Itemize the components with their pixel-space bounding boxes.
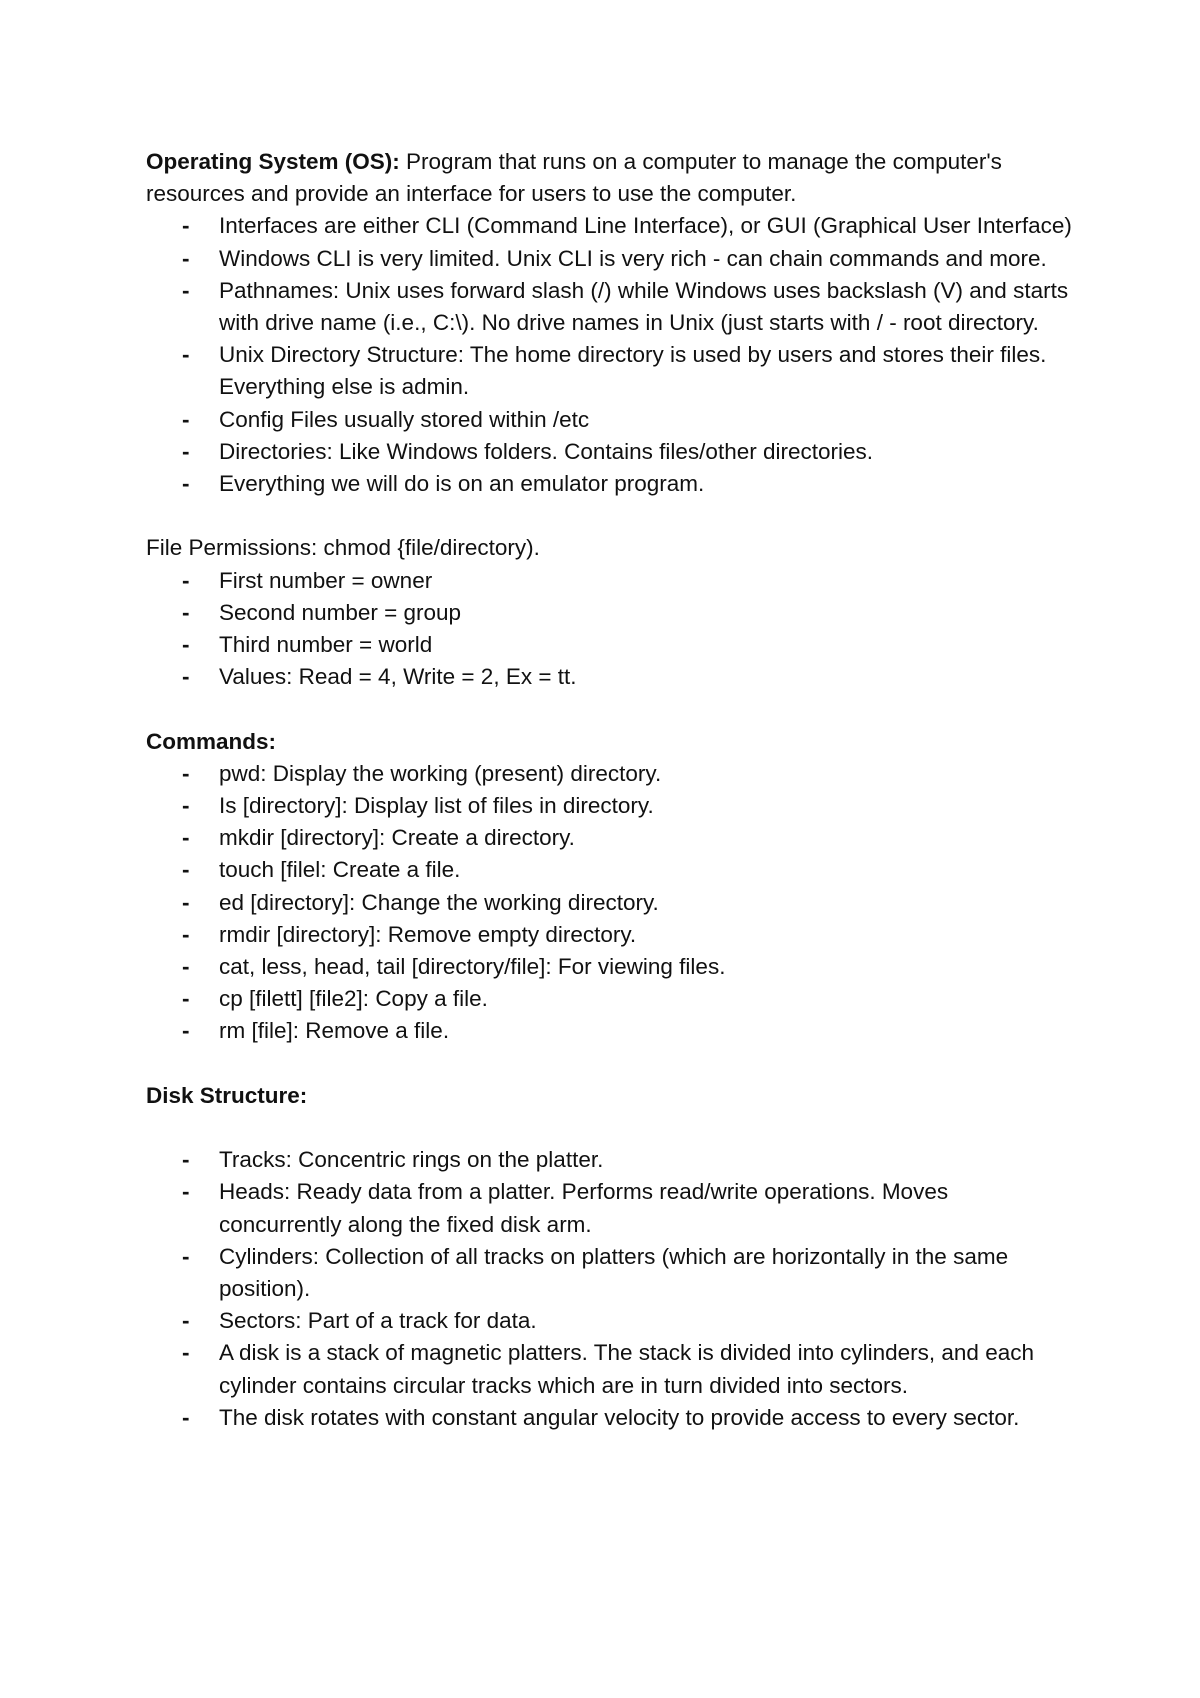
list-item bbox=[146, 1337, 1076, 1401]
list-item-text: mkdir [directory]: Create a directory. bbox=[219, 825, 575, 851]
os-heading: Operating System (OS): bbox=[146, 149, 400, 174]
bullet-dash: - bbox=[182, 921, 190, 947]
list-item-text: A disk is a stack of magnetic platters. The stack is divided into cylinders, and each cylinder contains circular tracks which are in turn divided into sectors. bbox=[219, 1340, 1034, 1398]
list-item bbox=[146, 822, 1076, 854]
bullet-dash: - bbox=[182, 471, 190, 497]
bullet-dash: - bbox=[182, 567, 190, 593]
list-item-text: Interfaces are either CLI (Command Line Interface), or GUI (Graphical User Interface) bbox=[219, 213, 1072, 239]
list-item-text: Config Files usually stored within /etc bbox=[219, 406, 590, 432]
list-item bbox=[146, 1402, 1076, 1434]
bullet-dash: - bbox=[182, 406, 190, 432]
bullet-dash: - bbox=[182, 213, 190, 239]
bullet-dash: - bbox=[182, 760, 190, 786]
list-item bbox=[146, 404, 1076, 436]
list-item bbox=[146, 597, 1076, 629]
list-item bbox=[146, 887, 1076, 919]
list-item-text: Cylinders: Collection of all tracks on platters (which are horizontally in the same position). bbox=[219, 1243, 1009, 1302]
list-item-text: Heads: Ready data from a platter. Performs read/write operations. Moves concurrently along the fixed disk arm. bbox=[219, 1179, 949, 1237]
bullet-dash: - bbox=[182, 986, 190, 1012]
list-item-text: Windows CLI is very limited. Unix CLI is very rich - can chain commands and more. bbox=[219, 245, 1047, 271]
bullet-dash: - bbox=[182, 342, 190, 368]
list-item-text: First number = owner bbox=[219, 567, 433, 593]
bullet-dash: - bbox=[182, 857, 190, 883]
list-item bbox=[146, 565, 1076, 597]
list-item-text: Pathnames: Unix uses forward slash (/) while Windows uses backslash (V) and starts with drive name (i.e., C:\). No drive names in Unix (just starts with / - root directory. bbox=[219, 277, 1069, 336]
bullet-dash: - bbox=[182, 1308, 190, 1334]
os-paragraph bbox=[146, 146, 1076, 210]
disk-heading: Disk Structure: bbox=[146, 1082, 308, 1108]
list-item bbox=[146, 436, 1076, 468]
list-item-text: Values: Read = 4, Write = 2, Ex = tt. bbox=[219, 664, 577, 690]
list-item bbox=[146, 919, 1076, 951]
list-item bbox=[146, 210, 1076, 242]
list-item-text: ed [directory]: Change the working directory. bbox=[219, 889, 659, 915]
bullet-dash: - bbox=[182, 825, 190, 851]
bullet-dash: - bbox=[182, 438, 190, 464]
list-item-text: cp [filett] [file2]: Copy a file. bbox=[219, 986, 488, 1012]
bullet-dash: - bbox=[182, 1404, 190, 1430]
permissions-list bbox=[146, 565, 1076, 694]
bullet-dash: - bbox=[182, 1018, 190, 1044]
bullet-dash: - bbox=[182, 889, 190, 915]
list-item bbox=[146, 951, 1076, 983]
list-item bbox=[146, 468, 1076, 500]
list-item-text: Unix Directory Structure: The home directory is used by users and stores their files. Everything else is admin. bbox=[219, 342, 1047, 400]
bullet-dash: - bbox=[182, 1243, 190, 1269]
list-item bbox=[146, 629, 1076, 661]
list-item-text: Tracks: Concentric rings on the platter. bbox=[219, 1147, 604, 1173]
list-item bbox=[146, 243, 1076, 275]
list-item bbox=[146, 339, 1076, 403]
bullet-dash: - bbox=[182, 599, 190, 625]
list-item-text: Everything we will do is on an emulator program. bbox=[219, 471, 705, 497]
spacer bbox=[146, 500, 1076, 532]
list-item bbox=[146, 1015, 1076, 1047]
list-item bbox=[146, 1305, 1076, 1337]
spacer bbox=[146, 693, 1076, 725]
list-item-text: Sectors: Part of a track for data. bbox=[219, 1308, 537, 1334]
list-item bbox=[146, 854, 1076, 886]
bullet-dash: - bbox=[182, 793, 190, 819]
bullet-dash: - bbox=[182, 1340, 190, 1366]
bullet-dash: - bbox=[182, 632, 190, 658]
list-item-text: rm [file]: Remove a file. bbox=[219, 1018, 450, 1044]
list-item-text: Is [directory]: Display list of files in directory. bbox=[219, 793, 654, 819]
list-item bbox=[146, 758, 1076, 790]
list-item-text: rmdir [directory]: Remove empty directory. bbox=[219, 921, 637, 947]
bullet-dash: - bbox=[182, 277, 190, 303]
spacer bbox=[146, 1048, 1076, 1080]
list-item-text: The disk rotates with constant angular velocity to provide access to every sector. bbox=[219, 1404, 1020, 1430]
commands-heading: Commands: bbox=[146, 728, 277, 754]
bullet-dash: - bbox=[182, 1179, 190, 1205]
list-item bbox=[146, 661, 1076, 693]
list-item bbox=[146, 1176, 1076, 1240]
list-item bbox=[146, 790, 1076, 822]
list-item bbox=[146, 983, 1076, 1015]
list-item-text: Second number = group bbox=[219, 599, 462, 625]
list-item bbox=[146, 1144, 1076, 1176]
os-intro: Program that runs on a computer to manage the computer's resources and provide an interface for users to use the computer. bbox=[146, 149, 1002, 207]
commands-list bbox=[146, 758, 1076, 1048]
document-page bbox=[146, 146, 1076, 1434]
list-item-text: Directories: Like Windows folders. Contains files/other directories. bbox=[219, 438, 874, 464]
list-item-text: cat, less, head, tail [directory/file]: For viewing files. bbox=[219, 954, 726, 980]
permissions-heading: File Permissions: chmod {file/directory). bbox=[146, 535, 540, 561]
disk-list bbox=[146, 1144, 1076, 1434]
os-list bbox=[146, 210, 1076, 500]
disk-paragraph bbox=[146, 1080, 1076, 1112]
bullet-dash: - bbox=[182, 1147, 190, 1173]
bullet-dash: - bbox=[182, 954, 190, 980]
list-item bbox=[146, 275, 1076, 339]
list-item bbox=[146, 1241, 1076, 1305]
list-item-text: pwd: Display the working (present) directory. bbox=[219, 760, 662, 786]
bullet-dash: - bbox=[182, 664, 190, 690]
bullet-dash: - bbox=[182, 245, 190, 271]
list-item-text: touch [filel: Create a file. bbox=[219, 857, 461, 883]
spacer bbox=[146, 1112, 1076, 1144]
list-item-text: Third number = world bbox=[219, 632, 433, 658]
commands-paragraph bbox=[146, 726, 1076, 758]
